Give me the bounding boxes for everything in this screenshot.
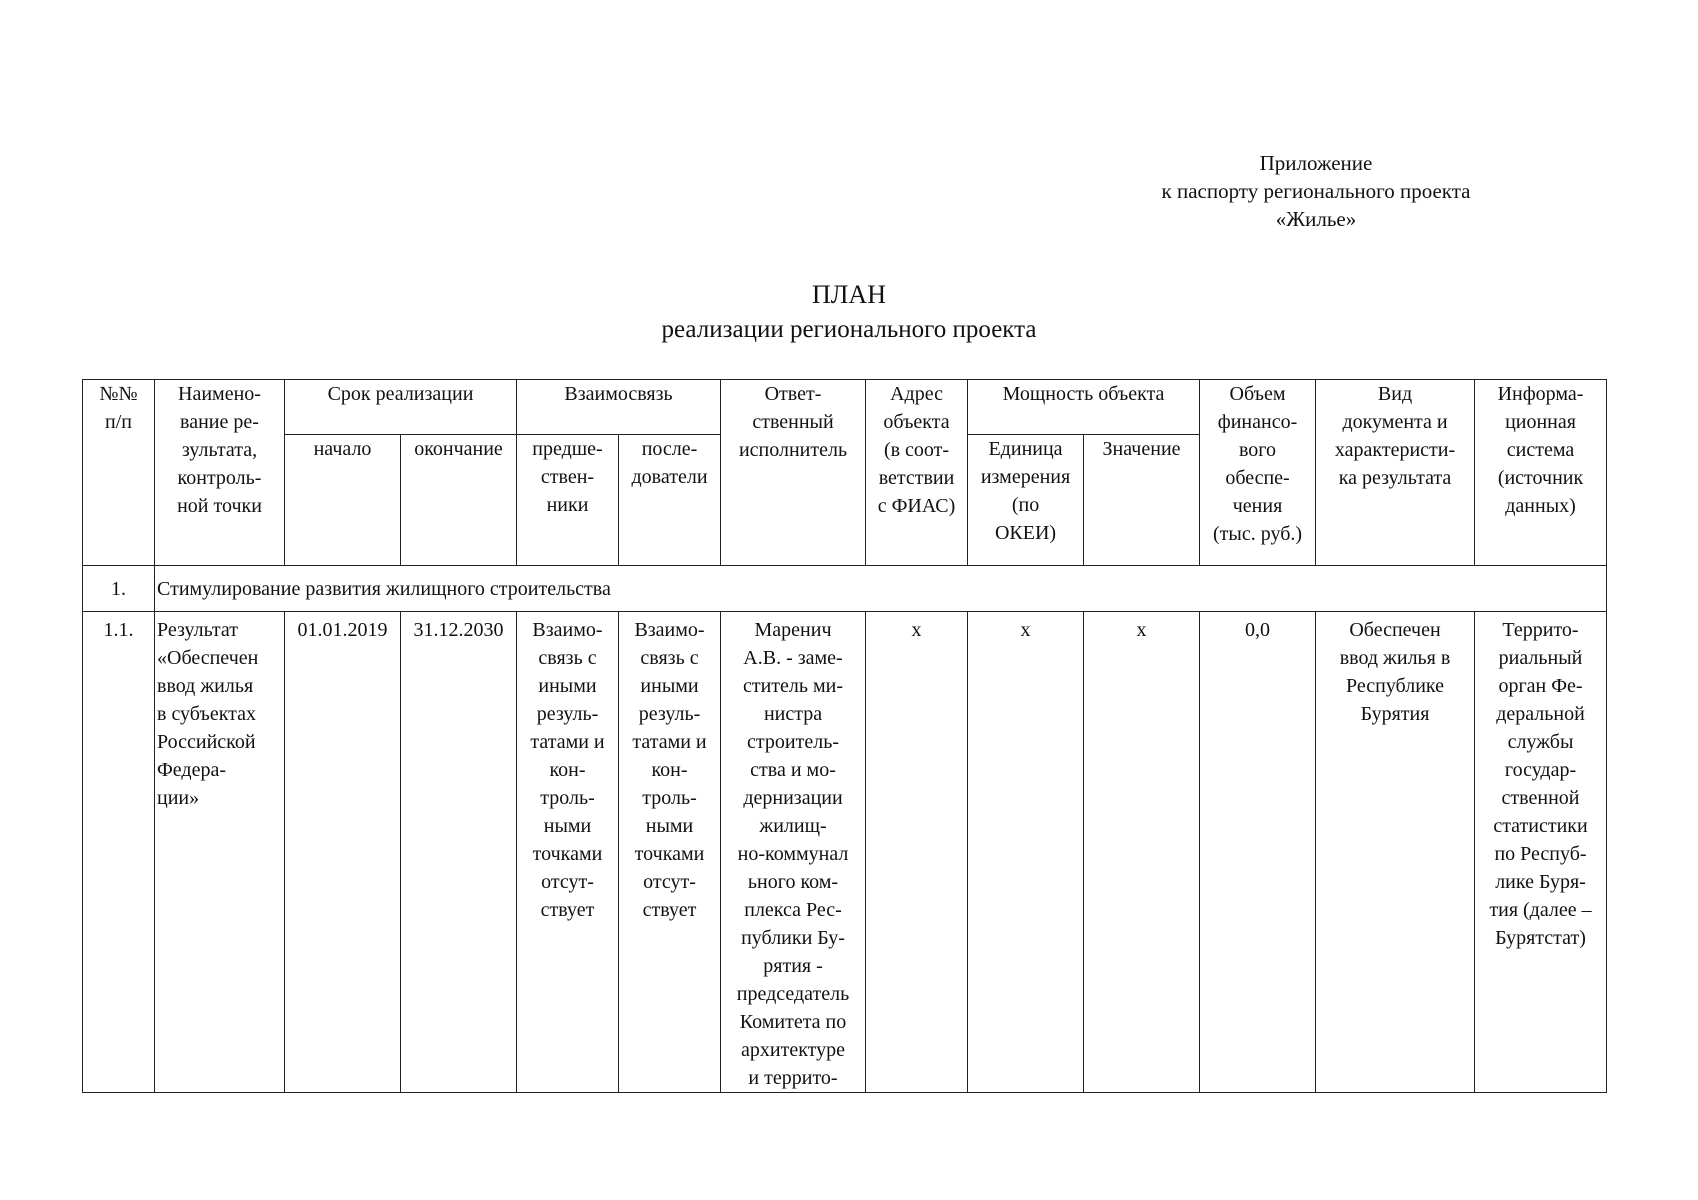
header-row-top [83,380,1607,435]
section-title: Стимулирование развития жилищного строительства [155,566,1607,612]
row-responsible: Маренич А.В. - заме- ститель ми- нистра строитель- ства и мо- дернизации жилищ- но-коммунал ьного ком- плекса Рес- публики Бу- рятия - председатель Комитета по архитектуре и террито- [721,612,866,1093]
header-number: №№ п/п [83,380,155,566]
appendix-line-1: Приложение [1259,151,1373,175]
header-term: Срок реализации [285,380,517,435]
header-info-system: Информа- ционная система (источник данных) [1475,380,1607,566]
section-number: 1. [83,566,155,612]
row-number: 1.1. [83,612,155,1093]
row-value: x [1084,612,1200,1093]
appendix-line-3: «Жилье» [1275,207,1357,231]
row-name: Результат «Обеспечен ввод жилья в субъектах Российской Федера- ции» [155,612,285,1093]
header-funding: Объем финансо- вого обеспе- чения (тыс. руб.) [1200,380,1316,566]
document-title: ПЛАН [812,280,886,309]
header-term-start: начало [285,435,401,566]
row-successors: Взаимо- связь с иными резуль- татами и кон- троль- ными точками отсут- ствует [619,612,721,1093]
appendix-note [1086,149,1546,233]
header-successors: после- дователи [619,435,721,566]
header-value: Значение [1084,435,1200,566]
row-funding: 0,0 [1200,612,1316,1093]
row-address: x [866,612,968,1093]
row-start-date: 01.01.2019 [285,612,401,1093]
appendix-line-2: к паспорту регионального проекта [1161,179,1471,203]
row-unit: x [968,612,1084,1093]
header-term-end: окончание [401,435,517,566]
header-relation: Взаимосвязь [517,380,721,435]
document-subtitle: реализации регионального проекта [661,316,1037,343]
section-row [83,566,1607,612]
header-name: Наимено- вание ре- зультата, контроль- ной точки [155,380,285,566]
row-info-system: Террито- риальный орган Фе- деральной службы государ- ственной статистики по Респуб- лике Буря- тия (далее – Бурятстат) [1475,612,1607,1093]
row-predecessors: Взаимо- связь с иными резуль- татами и кон- троль- ными точками отсут- ствует [517,612,619,1093]
header-address: Адрес объекта (в соот- ветствии с ФИАС) [866,380,968,566]
header-unit: Единица измерения (по ОКЕИ) [968,435,1084,566]
row-end-date: 31.12.2030 [401,612,517,1093]
plan-table [82,379,1607,1093]
header-responsible: Ответ- ственный исполнитель [721,380,866,566]
header-doc-type: Вид документа и характеристи- ка результата [1316,380,1475,566]
row-doc-type: Обеспечен ввод жилья в Республике Бурятия [1316,612,1475,1093]
header-predecessors: предше- ствен- ники [517,435,619,566]
table-row [83,612,1607,1093]
header-capacity: Мощность объекта [968,380,1200,435]
